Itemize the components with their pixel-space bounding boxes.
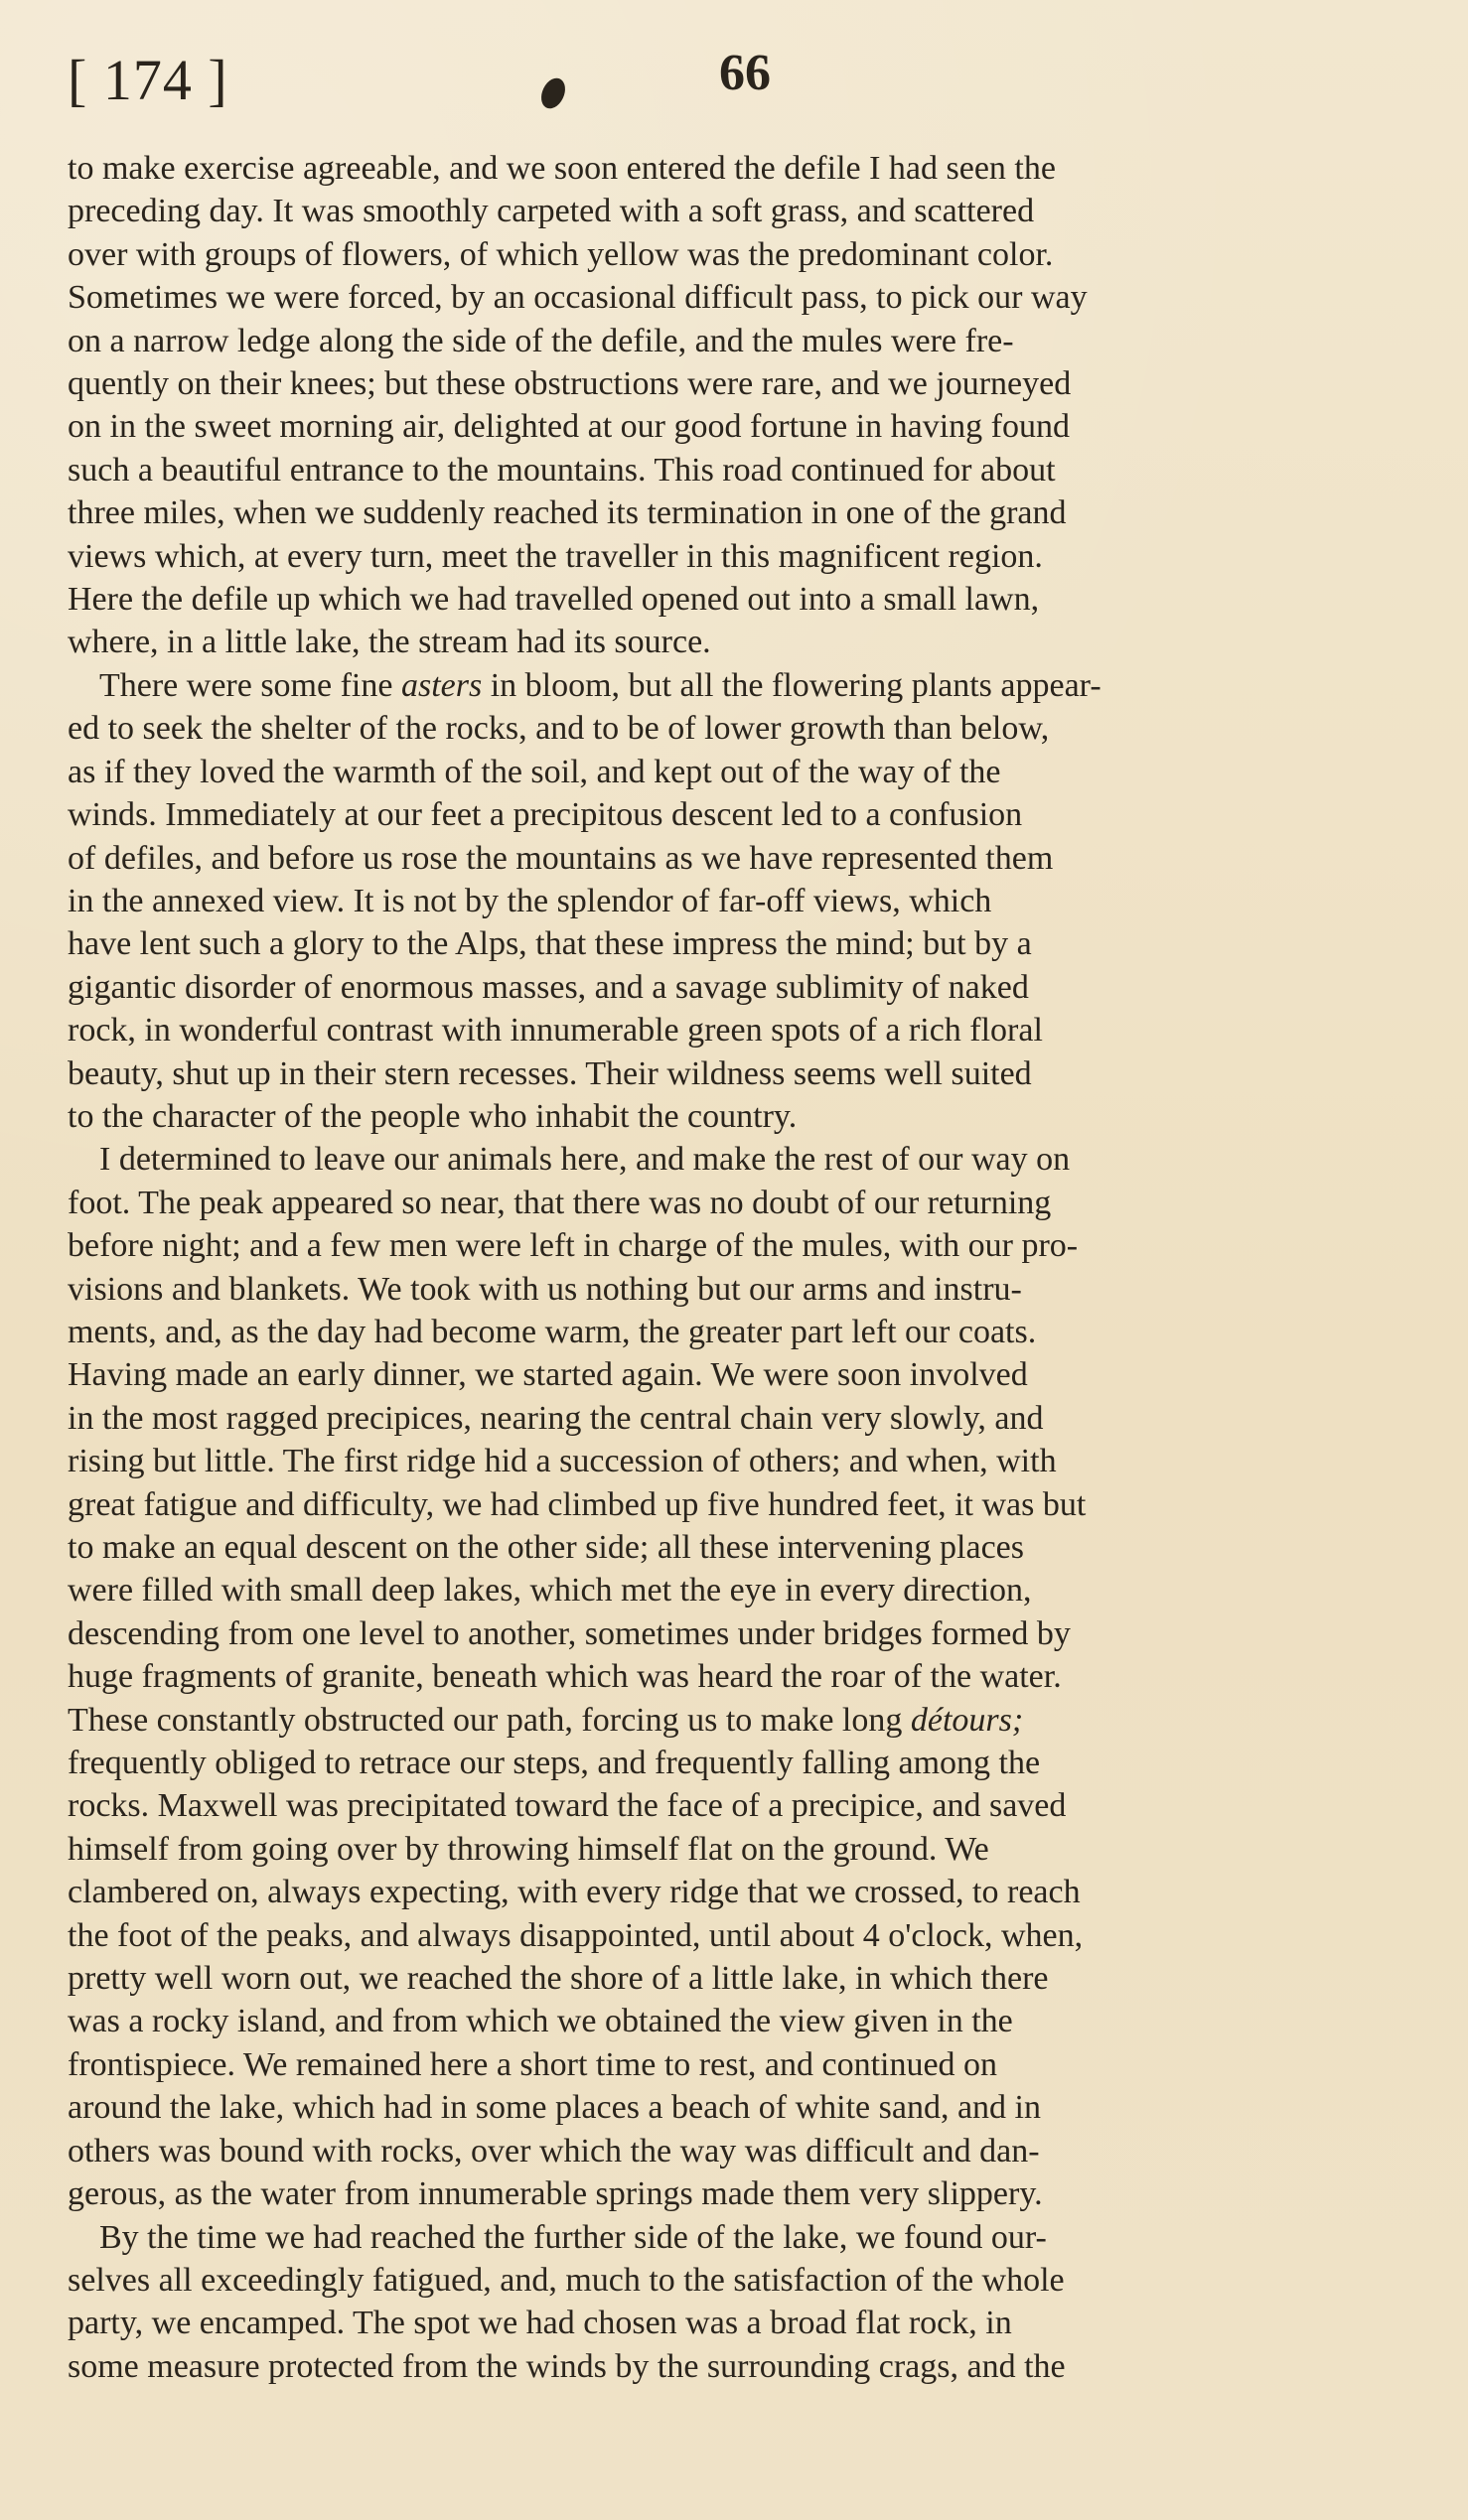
text-line: rock, in wonderful contrast with innumerable green spots of a rich floral [68,1012,1043,1050]
text-line: before night; and a few men were left in charge of the mules, with our pro- [68,1227,1079,1265]
page-reference: [ 174 ] [68,48,228,112]
text-line: winds. Immediately at our feet a precipitous descent led to a confusion [68,796,1023,834]
text-line: to the character of the people who inhabit the country. [68,1097,798,1135]
text-line: Having made an early dinner, we started again. We were soon involved [68,1356,1028,1394]
text-line: was a rocky island, and from which we obtained the view given in the [68,2003,1013,2040]
text-line: great fatigue and difficulty, we had climbed up five hundred feet, it was but [68,1485,1087,1523]
text-fragment: There were some fine [99,666,401,704]
text-line: on a narrow ledge along the side of the defile, and the mules were fre- [68,322,1014,359]
paragraph-1 [68,147,1433,664]
paragraph-4 [68,2216,1433,2389]
text-line: quently on their knees; but these obstructions were rare, and we journeyed [68,365,1072,403]
text-line: frequently obliged to retrace our steps, and frequently falling among the [68,1745,1041,1782]
text-line: clambered on, always expecting, with every ridge that we crossed, to reach [68,1874,1081,1911]
text-line: descending from one level to another, sometimes under bridges formed by [68,1614,1071,1652]
text-line: views which, at every turn, meet the traveller in this magnificent region. [68,537,1043,575]
text-line: of defiles, and before us rose the mountains as we have represented them [68,839,1054,877]
text-line: as if they loved the warmth of the soil, and kept out of the way of the [68,753,1001,790]
text-line: party, we encamped. The spot we had chosen was a broad flat rock, in [68,2305,1012,2342]
text-line: preceding day. It was smoothly carpeted with a soft grass, and scattered [68,193,1035,230]
text-line: gerous, as the water from innumerable springs made them very slippery. [68,2175,1043,2213]
text-line: rocks. Maxwell was precipitated toward the face of a precipice, and saved [68,1787,1067,1825]
text-fragment: These constantly obstructed our path, forcing us to make long [68,1701,911,1739]
paragraph-2 [68,664,1433,1138]
text-line: beauty, shut up in their stern recesses. Their wildness seems well suited [68,1054,1032,1092]
text-line: huge fragments of granite, beneath which was heard the roar of the water. [68,1658,1062,1696]
page-number: 66 [719,45,771,101]
text-line: in the annexed view. It is not by the splendor of far-off views, which [68,882,992,919]
text-line: such a beautiful entrance to the mountains. This road continued for about [68,451,1056,489]
text-line: where, in a little lake, the stream had its source. [68,624,711,661]
text-line [68,664,1433,707]
text-line: frontispiece. We remained here a short time to rest, and continued on [68,2045,998,2083]
italic-term: asters [400,666,483,704]
text-line: to make exercise agreeable, and we soon entered the defile I had seen the [68,150,1056,187]
text-line: Here the defile up which we had travelled opened out into a small lawn, [68,581,1040,619]
text-line: By the time we had reached the further side of the lake, we found our- [99,2218,1047,2256]
text-line: were filled with small deep lakes, which met the eye in every direction, [68,1572,1032,1610]
page-header [68,40,1433,147]
text-line: in the most ragged precipices, nearing the central chain very slowly, and [68,1399,1044,1437]
text-line: himself from going over by throwing himself flat on the ground. We [68,1830,989,1868]
text-line: to make an equal descent on the other side; all these intervening places [68,1529,1024,1566]
text-line: Sometimes we were forced, by an occasional difficult pass, to pick our way [68,279,1088,317]
text-line: over with groups of flowers, of which yellow was the predominant color. [68,235,1054,273]
text-line: some measure protected from the winds by the surrounding crags, and the [68,2347,1066,2385]
text-line: I determined to leave our animals here, and make the rest of our way on [99,1141,1071,1179]
text-line: on in the sweet morning air, delighted at our good fortune in having found [68,408,1070,446]
text-line: pretty well worn out, we reached the shore of a little lake, in which there [68,1960,1049,1998]
text-line: three miles, when we suddenly reached its termination in one of the grand [68,494,1067,532]
text-line: others was bound with rocks, over which the way was difficult and dan- [68,2132,1040,2170]
text-line: visions and blankets. We took with us nothing but our arms and instru- [68,1270,1022,1308]
text-line: ed to seek the shelter of the rocks, and to be of lower growth than below, [68,710,1050,748]
ink-mark [538,74,569,111]
text-line: selves all exceedingly fatigued, and, much to the satisfaction of the whole [68,2261,1065,2299]
text-line: foot. The peak appeared so near, that there was no doubt of our returning [68,1184,1052,1221]
text-line: ments, and, as the day had become warm, the greater part left our coats. [68,1313,1037,1350]
text-line [68,1699,1433,1742]
page-text [68,147,1433,2388]
text-line: have lent such a glory to the Alps, that these impress the mind; but by a [68,925,1032,963]
text-line: the foot of the peaks, and always disappointed, until about 4 o'clock, when, [68,1916,1084,1954]
text-line: around the lake, which had in some places a beach of white sand, and in [68,2089,1042,2127]
text-line: gigantic disorder of enormous masses, and a savage sublimity of naked [68,968,1029,1006]
italic-term: détours; [910,1701,1024,1739]
text-fragment: in bloom, but all the flowering plants appear- [482,666,1101,704]
text-line: rising but little. The first ridge hid a succession of others; and when, with [68,1443,1057,1480]
paragraph-3 [68,1138,1433,2215]
